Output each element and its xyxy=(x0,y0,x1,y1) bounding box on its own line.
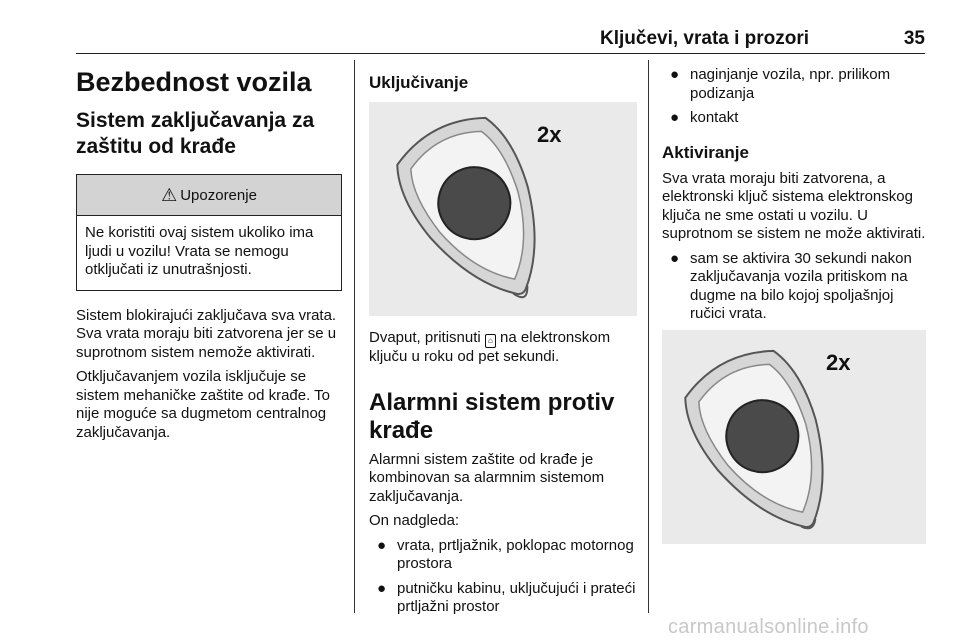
key-fob-image xyxy=(369,102,637,316)
key-fob-figure xyxy=(369,102,637,321)
paragraph xyxy=(369,329,637,367)
key-fob-figure-2 xyxy=(662,330,928,549)
bullet-icon: ● xyxy=(377,579,387,597)
subsection-heading: Alarmni sistem protiv krađe xyxy=(369,388,615,444)
subheading-activation: Aktiviranje xyxy=(662,142,749,162)
subheading-locking: Uključivanje xyxy=(369,73,469,92)
warning-triangle-icon: ⚠ xyxy=(161,184,178,205)
column-divider-2 xyxy=(648,60,649,613)
header-title: Ključevi, vrata i prozori xyxy=(600,28,810,49)
bullet-icon: ● xyxy=(670,109,680,126)
section-heading: Bezbednost vozila xyxy=(76,67,312,97)
list-item-text: naginjanje vozila, npr. prilikom podizanja xyxy=(690,66,891,102)
bullet-icon: ● xyxy=(377,536,387,554)
text-part: na elektronskom ključu u roku od pet sekundi. xyxy=(369,329,611,365)
warning-header xyxy=(77,175,341,216)
watermark: carmanualsonline.info xyxy=(668,616,869,638)
activation-list xyxy=(662,250,928,324)
text-part: Dvaput, pritisnuti xyxy=(369,329,485,346)
monitor-list xyxy=(369,537,637,617)
paragraph: Alarmni sistem zaštite od krađe je kombinovan sa alarmnim sistemom zaključavanja. xyxy=(369,450,605,505)
list-item xyxy=(662,109,928,128)
header-rule xyxy=(76,53,925,54)
column-divider-1 xyxy=(354,60,355,613)
list-item-text: kontakt xyxy=(690,109,739,126)
key-fob-image xyxy=(662,330,926,544)
paragraph: Otključavanjem vozila isključuje se sistem mehaničke zaštite od krađe. To nije moguće sa dugmetom centralnog zaključavanja. xyxy=(76,368,331,441)
page-number: 35 xyxy=(903,28,925,49)
column-3 xyxy=(662,60,928,549)
list-item-text: sam se aktivira 30 sekundi nakon zaključavanja vozila pritiskom na dugme na bilo kojoj spoljašnjoj ručici vrata. xyxy=(690,249,912,322)
paragraph: On nadgleda: xyxy=(369,512,460,529)
lock-button-icon: ⌂ xyxy=(485,334,496,348)
list-item-text: putničku kabinu, uključujući i prateći prtljažni prostor xyxy=(397,579,636,615)
monitor-list-continued xyxy=(662,66,928,128)
bullet-icon: ● xyxy=(670,66,680,83)
paragraph: Sistem blokirajući zaključava sva vrata. Sva vrata moraju biti zatvorena jer se u suprotnom sistem nemože aktivirati. xyxy=(76,306,337,361)
column-1 xyxy=(76,60,342,442)
warning-box xyxy=(76,174,342,291)
figure-label: 2x xyxy=(826,349,851,375)
column-2 xyxy=(369,60,637,617)
bullet-icon: ● xyxy=(670,249,680,267)
subsection-heading: Sistem zaključavanja za zaštitu od krađe xyxy=(76,109,315,158)
figure-label: 2x xyxy=(537,122,562,147)
list-item-text: vrata, prtljažnik, poklopac motornog prostora xyxy=(397,536,634,572)
list-item xyxy=(369,580,637,617)
list-item xyxy=(662,66,928,103)
warning-body: Ne koristiti ovaj sistem ukoliko ima ljudi u vozilu! Vrata se nemogu otključati iz unutrašnjosti. xyxy=(85,224,314,278)
list-item xyxy=(369,537,637,574)
warning-title: Upozorenje xyxy=(180,186,257,204)
list-item xyxy=(662,250,928,324)
paragraph: Sva vrata moraju biti zatvorena, a elektronski ključ sistema elektronskog ključa ne sme ostati u vozilu. U suprotnom se sistem ne može aktivirati. xyxy=(662,169,926,242)
